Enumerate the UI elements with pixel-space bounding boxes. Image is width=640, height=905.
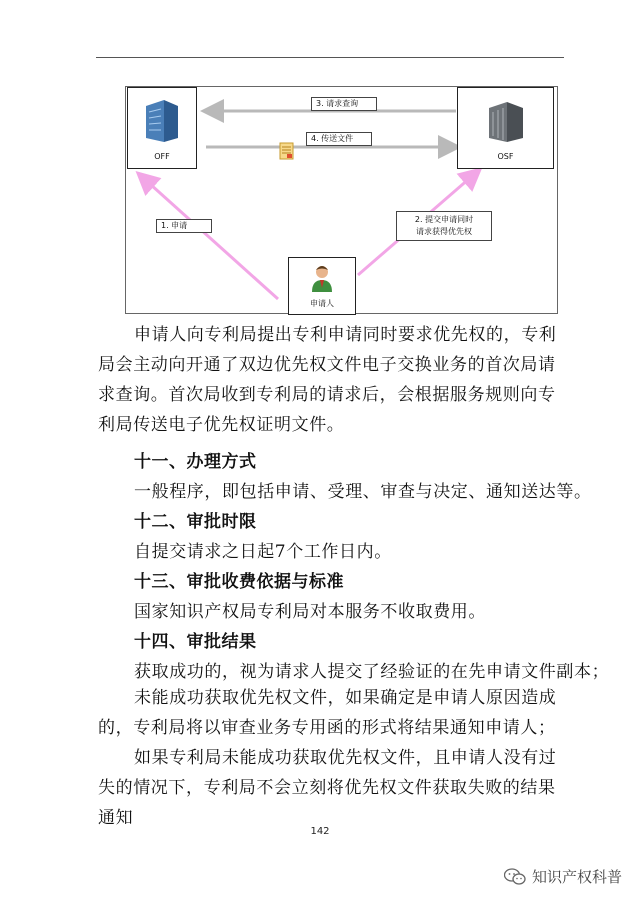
section12-text: 自提交请求之日起7个工作日内。 [134, 542, 392, 562]
arrow-apply [140, 175, 278, 299]
osf-label: OSF [497, 152, 514, 161]
watermark-text: 知识产权科普 [531, 868, 622, 886]
off-node [127, 87, 197, 169]
section11-text: 一般程序，即包括申请、受理、审查与决定、通知送达等。 [134, 482, 592, 502]
section13-text: 国家知识产权局专利局对本服务不收取费用。 [134, 602, 486, 622]
off-label: OFF [154, 152, 170, 161]
page-number: 142 [310, 826, 330, 837]
applicant-label: 申请人 [310, 299, 334, 308]
priority-exchange-diagram [125, 86, 558, 314]
osf-node [457, 87, 554, 169]
step3-label: 3. 请求查询 [311, 97, 377, 111]
applicant-node [288, 257, 356, 315]
step1-label: 1. 申请 [156, 219, 212, 233]
office-tower-icon [485, 98, 527, 144]
intro-paragraph: 申请人向专利局提出专利申请同时要求优先权的，专利局会主动向开通了双边优先权文件电子交换业务的首次局请求查询。首次局收到专利局的请求后，会根据服务规则向专利局传送电子优先权证明文件。 [98, 325, 557, 435]
person-icon [311, 264, 333, 292]
section14-heading: 十四、审批结果 [134, 632, 257, 652]
section13-heading: 十三、审批收费依据与标准 [134, 572, 344, 592]
section12-heading: 十二、审批时限 [134, 512, 257, 532]
header-rule [96, 57, 564, 58]
section14-paragraph-3: 如果专利局未能成功获取优先权文件，且申请人没有过失的情况下，专利局不会立刻将优先权文件获取失败的结果通知 [98, 748, 557, 828]
step4-label: 4. 传送文件 [306, 132, 372, 146]
step2-line2: 请求获得优先权 [416, 227, 472, 236]
section14-paragraph-1: 获取成功的，视为请求人提交了经验证的在先申请文件副本； [134, 662, 610, 682]
watermark [504, 866, 622, 887]
document-icon [279, 142, 295, 160]
step2-label [396, 211, 492, 241]
step2-line1: 2. 提交申请同时 [414, 215, 474, 224]
wechat-icon [504, 868, 526, 886]
section14-paragraph-2: 未能成功获取优先权文件，如果确定是申请人原因造成的，专利局将以审查业务专用函的形式将结果通知申请人； [98, 688, 557, 738]
section11-heading: 十一、办理方式 [134, 452, 257, 472]
building-icon [142, 98, 182, 144]
